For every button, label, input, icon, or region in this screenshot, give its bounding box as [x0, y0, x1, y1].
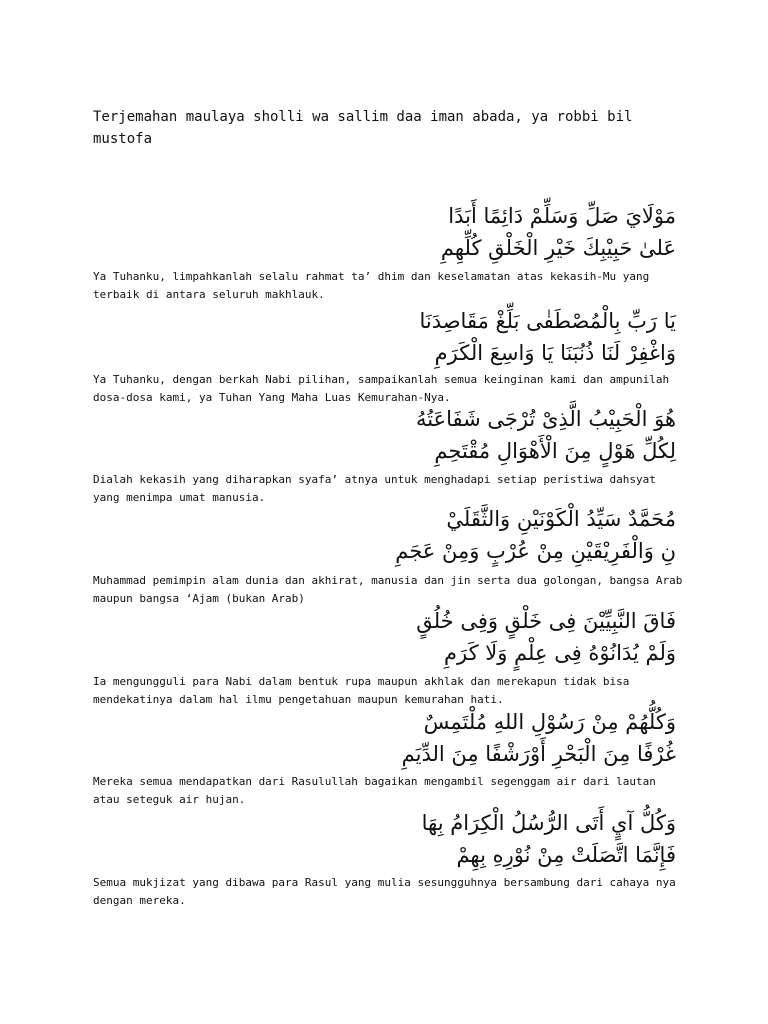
arabic-line: غُرْفًا مِنَ الْبَحْرِ أَوْرَشْفًا مِنَ الدِّيَمِ [401, 742, 676, 766]
arabic-verse [346, 807, 676, 871]
arabic-line: وَلَمْ يُدَانُوْهُ فِى عِلْمٍ وَلَا كَرَمِ [444, 641, 676, 665]
arabic-line: وَكُلُّهُمْ مِنْ رَسُوْلِ اللهِ مُلْتَمِسٌ [423, 710, 676, 734]
translation-text: Ya Tuhanku, dengan berkah Nabi pilihan, sampaikanlah semua keinginan kami dan ampunilah dosa-dosa kami, ya Tuhan Yang Maha Luas Kemurahan-Nya. [93, 373, 670, 404]
translation-text: Mereka semua mendapatkan dari Rasulullah bagaikan mengambil segenggam air dari lautan atau seteguk air hujan. [93, 775, 656, 806]
arabic-verse [346, 706, 676, 770]
translation-text: Muhammad pemimpin alam dunia dan akhirat, manusia dan jin serta dua golongan, bangsa Arab maupun bangsa ‘Ajam (bukan Arab) [93, 574, 683, 605]
arabic-line: عَلىٰ حَبِيْبِكَ خَيْرِ الْخَلْقِ كُلِّهِمِ [440, 236, 676, 260]
arabic-line: وَاغْفِرْ لَنَا ذُنُبَنَا يَا وَاسِعَ الْكَرَمِ [434, 341, 676, 365]
arabic-line: نِ وَالْفَرِيْقَيْنِ مِنْ عُرْبٍ وَمِنْ عَجَمِ [395, 539, 676, 563]
arabic-verse [346, 503, 676, 567]
arabic-verse [346, 605, 676, 669]
translation-text: Semua mukjizat yang dibawa para Rasul yang mulia sesungguhnya bersambung dari cahaya nya dengan mereka. [93, 876, 676, 907]
arabic-line: فَإِنَّمَا اتَّصَلَتْ مِنْ نُوْرِهِ بِهِمْ [456, 843, 676, 867]
arabic-line: مَوْلَايَ صَلِّ وَسَلِّمْ دَائِمًا أَبَدًا [448, 204, 676, 228]
arabic-verse [346, 200, 676, 264]
arabic-verse [346, 403, 676, 467]
arabic-line: لِكُلِّ هَوْلٍ مِنَ الْأَهْوَالِ مُقْتَحِمِ [434, 439, 676, 463]
arabic-line: وَكُلُّ آيٍ أَتَى الرُّسُلُ الْكِرَامُ بِهَا [421, 811, 676, 835]
arabic-line: مُحَمَّدٌ سَيِّدُ الْكَوْنَيْنِ وَالثَّقَلَيْ [446, 507, 676, 531]
document-title: Terjemahan maulaya sholli wa sallim daa iman abada, ya robbi bil mustofa [93, 109, 633, 147]
arabic-verse [346, 305, 676, 369]
translation-text: Ya Tuhanku, limpahkanlah selalu rahmat ta’ dhim dan keselamatan atas kekasih-Mu yang terbaik di antara seluruh makhlauk. [93, 270, 650, 301]
arabic-line: يَا رَبِّ بِالْمُصْطَفٰى بَلِّغْ مَقَاصِدَنَا [419, 309, 676, 333]
translation-text: Ia mengungguli para Nabi dalam bentuk rupa maupun akhlak dan merekapun tidak bisa mendekatinya dalam hal ilmu pengetahuan maupun kemurahan hati. [93, 675, 630, 706]
translation-text: Dialah kekasih yang diharapkan syafa’ atnya untuk menghadapi setiap peristiwa dahsyat yang menimpa umat manusia. [93, 473, 656, 504]
arabic-line: هُوَ الْحَبِيْبُ الَّذِىْ تُرْجَى شَفَاعَتُهُ [415, 407, 676, 431]
arabic-line: فَاقَ النَّبِيِّيْنَ فِى خَلْقٍ وَفِى خُلُقٍ [416, 609, 676, 633]
